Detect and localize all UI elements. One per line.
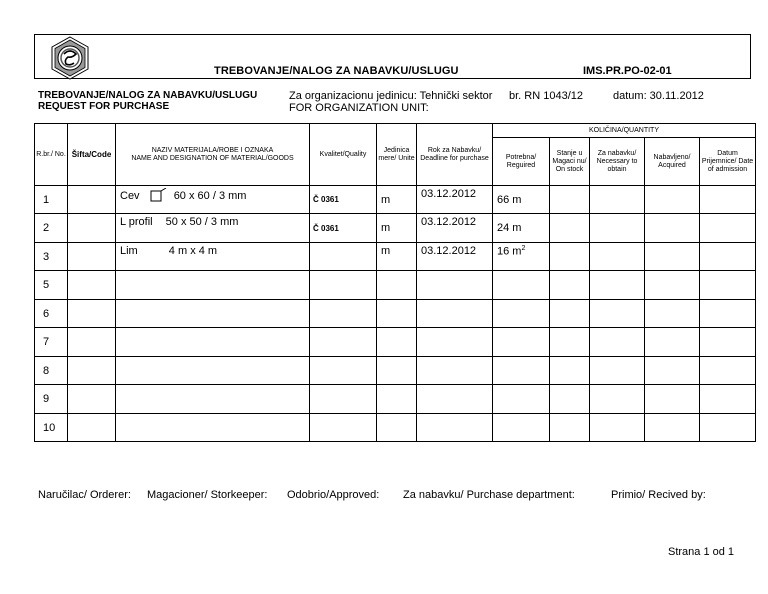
deadline-cell: 03.12.2012 [417, 243, 493, 271]
header-frame-bottom [34, 78, 751, 79]
material-cell [116, 214, 310, 243]
row-number: 7 [35, 328, 68, 357]
obtain-cell [590, 214, 645, 243]
material-name: Cev [120, 190, 140, 202]
document-code: IMS.PR.PO-02-01 [583, 65, 672, 77]
request-title-en: REQUEST FOR PURCHASE [38, 101, 170, 112]
deadline-cell: 03.12.2012 [417, 186, 493, 214]
request-title-sr: TREBOVANJE/NALOG ZA NABAVKU/USLUGU [38, 90, 258, 101]
table-row [35, 214, 756, 243]
acquired-cell [645, 243, 700, 271]
material-name: Lim [120, 245, 138, 257]
required-cell: 66 m [493, 186, 550, 214]
required-cell [493, 243, 550, 271]
material-cell [116, 186, 310, 214]
col-header-unit: Jedinica mere/ Unite [377, 124, 417, 186]
request-number: br. RN 1043/12 [509, 90, 583, 102]
organization-unit-en: FOR ORGANIZATION UNIT: [289, 102, 429, 114]
table-row [35, 186, 756, 214]
col-header-rbr: R.br./ No. [35, 124, 68, 186]
acquired-cell [645, 214, 700, 243]
obtain-cell [590, 186, 645, 214]
table-row [35, 243, 756, 271]
row-number: 3 [35, 243, 68, 271]
organization-unit-sr: Za organizacionu jedinicu: Tehnički sektor [289, 90, 493, 102]
required-value: 16 m [497, 245, 522, 258]
material-dims: 50 x 50 / 3 mm [165, 216, 239, 228]
stock-cell [550, 243, 590, 271]
table-row [35, 300, 756, 328]
stock-cell [550, 186, 590, 214]
col-header-quantity: KOLIČINA/QUANTITY [493, 124, 756, 138]
admission-cell [700, 243, 756, 271]
material-name: L profil [120, 216, 153, 228]
acquired-cell [645, 186, 700, 214]
row-number: 1 [35, 186, 68, 214]
material-cell [116, 243, 310, 271]
quality-cell: Č 0361 [310, 214, 377, 243]
admission-cell [700, 186, 756, 214]
received-label: Primio/ Recived by: [611, 489, 706, 501]
table-row [35, 271, 756, 300]
profile-icon [149, 188, 167, 202]
page-number: Strana 1 od 1 [668, 546, 735, 558]
quality-cell: Č 0361 [310, 186, 377, 214]
obtain-cell [590, 243, 645, 271]
request-title [38, 90, 257, 112]
quality-cell [310, 243, 377, 271]
required-cell: 24 m [493, 214, 550, 243]
header-frame-left [34, 34, 35, 79]
approved-label: Odobrio/Approved: [287, 489, 380, 501]
row-number: 6 [35, 300, 68, 328]
col-header-on-stock: Stanje u Magaci nu/ On stock [550, 138, 590, 186]
unit-cell: m [377, 214, 417, 243]
table-row [35, 328, 756, 357]
row-number: 9 [35, 385, 68, 414]
storekeeper-label: Magacioner/ Storkeeper: [147, 489, 268, 501]
code-cell [68, 186, 116, 214]
col-header-to-obtain: Za nabavku/ Necessary to obtain [590, 138, 645, 186]
row-number: 10 [35, 414, 68, 442]
purchase-dept-label: Za nabavku/ Purchase department: [403, 489, 575, 501]
unit-cell: m [377, 186, 417, 214]
deadline-cell: 03.12.2012 [417, 214, 493, 243]
col-header-deadline: Rok za Nabavku/ Deadline for purchase [417, 124, 493, 186]
organization-unit [289, 90, 492, 114]
col-header-required: Potrebna/ Reguired [493, 138, 550, 186]
material-dims: 4 m x 4 m [168, 245, 218, 257]
orderer-label: Naručilac/ Orderer: [38, 489, 131, 501]
unit-cell: m [377, 243, 417, 271]
col-header-admission: Datum Prijemnice/ Date of admission [700, 138, 756, 186]
company-logo [48, 36, 92, 80]
row-number: 8 [35, 357, 68, 385]
material-dims: 60 x 60 / 3 mm [173, 190, 247, 202]
col-header-code: Šifta/Code [68, 124, 116, 186]
col-header-quality: Kvalitet/Quality [310, 124, 377, 186]
purchase-table [34, 123, 756, 442]
request-date: datum: 30.11.2012 [613, 90, 704, 102]
document-title: TREBOVANJE/NALOG ZA NABAVKU/USLUGU [214, 65, 459, 77]
col-header-name [116, 124, 310, 186]
row-number: 5 [35, 271, 68, 300]
table-row [35, 414, 756, 442]
col-header-name-en: NAME AND DESIGNATION OF MATERIAL/GOODS [131, 154, 294, 162]
header-frame-right [750, 34, 751, 79]
col-header-acquired: Nabavljeno/ Acquired [645, 138, 700, 186]
code-cell [68, 243, 116, 271]
col-header-name-sr: NAZIV MATERIJALA/ROBE I OZNAKA [151, 146, 274, 154]
row-number: 2 [35, 214, 68, 243]
code-cell [68, 214, 116, 243]
table-row [35, 385, 756, 414]
header-frame-top [34, 34, 751, 35]
admission-cell [700, 214, 756, 243]
stock-cell [550, 214, 590, 243]
table-row [35, 357, 756, 385]
required-exponent: 2 [521, 245, 526, 252]
